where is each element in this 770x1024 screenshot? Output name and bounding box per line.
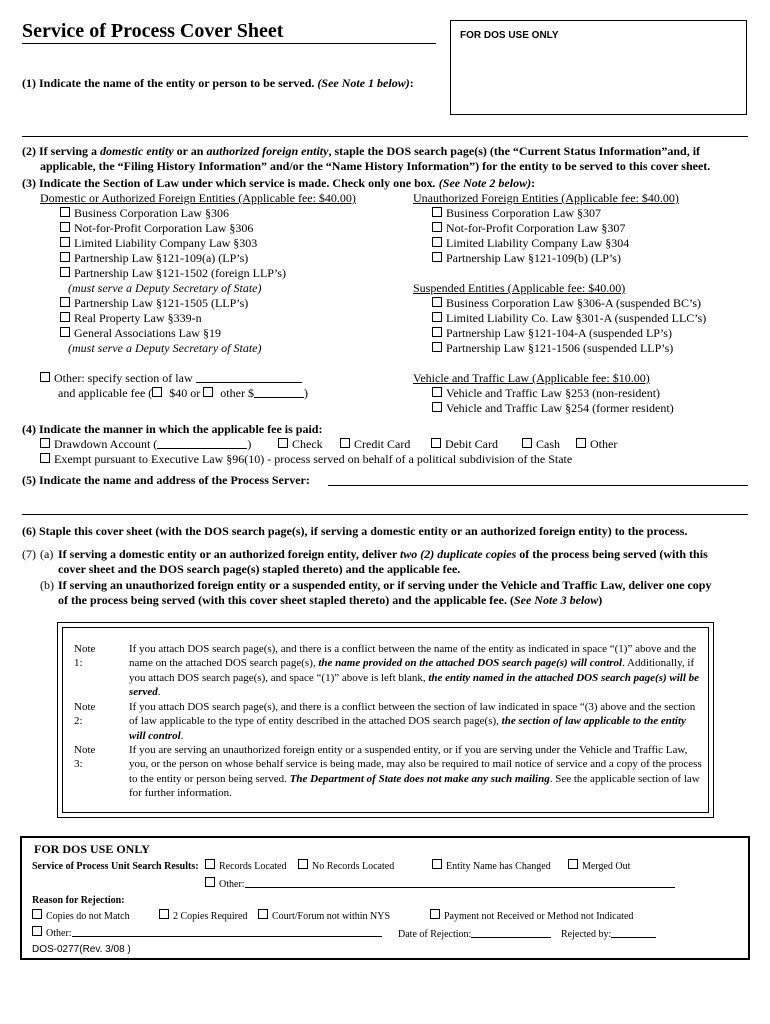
rejected-by: Rejected by: [561,927,656,940]
checkbox-other-section[interactable]: Other: specify section of law [40,371,302,386]
dos-use-only-box [450,20,747,115]
search-results-label: Service of Process Unit Search Results: [32,861,199,872]
other-reason-field[interactable] [72,926,382,937]
drawdown-account-field[interactable] [157,437,247,449]
other-fee-line: and applicable fee ( $40 or other $ ) [58,386,308,400]
checkbox-icon [40,453,50,463]
checkbox-court-forum[interactable]: Court/Forum not within NYS [258,909,390,922]
checkbox-icon [159,909,169,919]
checkbox-pl-121-109b[interactable]: Partnership Law §121-109(b) (LP’s) [432,251,621,266]
q5-prompt: (5) Indicate the name and address of the Process Server: [22,473,310,487]
checkbox-fee-40[interactable] [152,387,162,397]
process-server-field-line[interactable] [328,485,748,486]
checkbox-icon [432,402,442,412]
q7a-line1: If serving a domestic entity or an authorized foreign entity, deliver two (2) duplicate copies of the process being served (with this [58,547,708,561]
checkbox-other-payment[interactable]: Other [576,437,617,452]
checkbox-exempt[interactable]: Exempt pursuant to Executive Law §96(10) - process served on behalf of a political subdivision of the State [40,452,572,467]
checkbox-icon [258,909,268,919]
checkbox-llcl-304[interactable]: Limited Liability Company Law §304 [432,236,629,251]
other-section-field[interactable] [196,371,302,383]
q7b-line1: If serving an unauthorized foreign entity or a suspended entity, or if serving under the Vehicle and Traffic Law, deliver one copy [58,578,712,592]
form-id: DOS-0277(Rev. 3/08 ) [32,944,131,955]
checkbox-icon [60,237,70,247]
checkbox-llcl-303[interactable]: Limited Liability Company Law §303 [60,236,257,251]
checkbox-debit-card[interactable]: Debit Card [431,437,498,452]
checkbox-cash[interactable]: Cash [522,437,560,452]
deputy-note-2: (must serve a Deputy Secretary of State) [68,341,262,355]
unauthorized-fee-header: Unauthorized Foreign Entities (Applicable fee: $40.00) [413,191,679,205]
vtl-fee-header: Vehicle and Traffic Law (Applicable fee: $10.00) [413,371,650,385]
notes-inner-border: Note 1: If you attach DOS search page(s), and there is a conflict between the name of the entity as indicated in space “(1)” above and the name on the attached DOS search page(s), the name provided on the attached DOS search page(s) will control. Additionally, if you attach DOS search page(s), and space “(1)” above is left blank, the entity named in the attached DOS search page(s) will be served. Note 2: If you attach DOS search page(s), and there is a conflict between the section of law indicated in space “(3) above and the section of law applicable to the type of entity described in the attached DOS search page(s), the section of law applicable to the entity will control. Note 3: If you are serving an unauthorized foreign entity or a suspended entity, or if you are serving under the Vehicle and Traffic Law, you, or the person on whose behalf service is being made, may also be required to mail notice of service and a copy of the process to the entity or person being served. The Department of State does not make any such mailing. See the applicable section of law for further information. [62,627,709,813]
checkbox-bcl-306a[interactable]: Business Corporation Law §306-A (suspended BC’s) [432,296,701,311]
checkbox-icon [432,342,442,352]
checkbox-icon [205,877,215,887]
reason-rejection-label: Reason for Rejection: [32,895,125,906]
checkbox-icon [432,237,442,247]
checkbox-vtl-253[interactable]: Vehicle and Traffic Law §253 (non-resident) [432,386,660,401]
checkbox-icon [576,438,586,448]
checkbox-check[interactable]: Check [278,437,323,452]
checkbox-icon [340,438,350,448]
checkbox-icon [40,438,50,448]
checkbox-icon [60,312,70,322]
checkbox-payment[interactable]: Payment not Received or Method not Indicated [430,909,633,922]
domestic-fee-header: Domestic or Authorized Foreign Entities (Applicable fee: $40.00) [40,191,356,205]
checkbox-icon [60,267,70,277]
checkbox-npcl-306[interactable]: Not-for-Profit Corporation Law §306 [60,221,253,236]
deputy-note-1: (must serve a Deputy Secretary of State) [68,281,262,295]
date-rejection-field[interactable] [471,927,551,938]
checkbox-bcl-306[interactable]: Business Corporation Law §306 [60,206,229,221]
checkbox-other-result[interactable]: Other: [205,877,675,890]
checkbox-icon [432,312,442,322]
notes-box [57,622,714,818]
checkbox-icon [432,327,442,337]
other-result-field[interactable] [245,877,675,888]
checkbox-copies-not-match[interactable]: Copies do not Match [32,909,130,922]
dos-use-only-label: FOR DOS USE ONLY [460,30,559,41]
checkbox-pl-121-109a[interactable]: Partnership Law §121-109(a) (LP’s) [60,251,248,266]
note-3-text: If you are serving an unauthorized foreign entity or a suspended entity, or if you are serving under the Vehicle and Traffic Law, you, or the person on whose behalf service is being made, may also be required to mail notice of service and a copy of the process to the entity or person being served. The Department of State does not make any such mailing. See the applicable section of law for further information. [129,744,702,799]
checkbox-two-copies[interactable]: 2 Copies Required [159,909,247,922]
checkbox-pl-121-1502[interactable]: Partnership Law §121-1502 (foreign LLP’s) [60,266,286,281]
q7a-label: (a) [40,547,54,561]
q4-prompt: (4) Indicate the manner in which the applicable fee is paid: [22,422,323,436]
rejected-by-field[interactable] [611,927,656,938]
q1-prompt: (1) Indicate the name of the entity or person to be served. (See Note 1 below): [22,76,414,90]
note-1-text: If you attach DOS search page(s), and there is a conflict between the name of the entity as indicated in space “(1)” above and the name on the attached DOS search page(s), the name provided on the attached DOS search page(s) will control. Additionally, if you attach DOS search page(s), and space “(1)” above is left blank, the entity named in the attached DOS search page(s) will be served. [129,643,700,698]
page-title: Service of Process Cover Sheet [22,20,284,42]
note-2-text: If you attach DOS search page(s), and there is a conflict between the section of law indicated in space “(3) above and the section of law applicable to the type of entity described in the attached DOS search page(s), the section of law applicable to the entity will control. [129,701,696,742]
checkbox-bcl-307[interactable]: Business Corporation Law §307 [432,206,601,221]
checkbox-gal-19[interactable]: General Associations Law §19 [60,326,221,341]
checkbox-rpl-339n[interactable]: Real Property Law §339-n [60,311,202,326]
checkbox-icon [432,859,442,869]
checkbox-icon [32,926,42,936]
checkbox-icon [278,438,288,448]
checkbox-icon [298,859,308,869]
footer-title: FOR DOS USE ONLY [34,842,150,856]
checkbox-icon [432,297,442,307]
checkbox-icon [432,252,442,262]
checkbox-icon [205,859,215,869]
checkbox-icon [430,909,440,919]
checkbox-icon [60,327,70,337]
q7-num: (7) [22,547,36,561]
checkbox-icon [568,859,578,869]
checkbox-icon [60,297,70,307]
checkbox-vtl-254[interactable]: Vehicle and Traffic Law §254 (former resident) [432,401,674,416]
q2-line1: (2) If serving a domestic entity or an authorized foreign entity, staple the DOS search page(s) (the “Current Status Information”and, if [22,144,701,158]
checkbox-icon [60,207,70,217]
suspended-fee-header: Suspended Entities (Applicable fee: $40.00) [413,281,626,295]
checkbox-no-records[interactable]: No Records Located [298,859,394,872]
checkbox-llcl-301a[interactable]: Limited Liability Co. Law §301-A (suspended LLC’s) [432,311,706,326]
checkbox-icon [432,222,442,232]
footer-dos-box [20,836,750,960]
q2-line2: applicable, the “Filing History Information” and/or the “Name History Information”) for the entity to be served to this cover sheet. [40,159,711,173]
q3-prompt: (3) Indicate the Section of Law under which service is made. Check only one box. (See Note 2 below): [22,176,536,190]
checkbox-icon [432,207,442,217]
other-fee-amount-field[interactable] [254,386,304,398]
q7a-line2: cover sheet and the DOS search page(s) stapled thereto) and the applicable fee. [58,562,461,576]
checkbox-icon [60,222,70,232]
checkbox-credit-card[interactable]: Credit Card [340,437,410,452]
checkbox-name-changed[interactable]: Entity Name has Changed [432,859,551,872]
checkbox-icon [32,909,42,919]
checkbox-icon [60,252,70,262]
checkbox-drawdown[interactable]: Drawdown Account ( ) [40,437,251,452]
q7b-line2: of the process being served (with this cover sheet stapled thereto) and the applicable fee. (See Note 3 below) [58,593,603,607]
checkbox-pl-121-1505[interactable]: Partnership Law §121-1505 (LLP’s) [60,296,248,311]
q1-entity-name-line[interactable] [22,136,748,137]
process-server-field-line-2[interactable] [22,514,748,515]
checkbox-other-reason[interactable]: Other: [32,926,382,939]
checkbox-fee-other[interactable] [203,387,213,397]
checkbox-merged-out[interactable]: Merged Out [568,859,630,872]
q7b-label: (b) [40,578,54,592]
checkbox-icon [40,372,50,382]
checkbox-icon [432,387,442,397]
checkbox-npcl-307[interactable]: Not-for-Profit Corporation Law §307 [432,221,625,236]
date-rejection: Date of Rejection: [398,927,551,940]
checkbox-pl-121-1506[interactable]: Partnership Law §121-1506 (suspended LLP’s) [432,341,673,356]
checkbox-icon [431,438,441,448]
checkbox-records-located[interactable]: Records Located [205,859,286,872]
checkbox-icon [522,438,532,448]
checkbox-pl-121-104a[interactable]: Partnership Law §121-104-A (suspended LP’s) [432,326,672,341]
title-underline [22,43,436,44]
q6-instruction: (6) Staple this cover sheet (with the DOS search page(s), if serving a domestic entity or an authorized foreign entity) to the process. [22,524,688,538]
